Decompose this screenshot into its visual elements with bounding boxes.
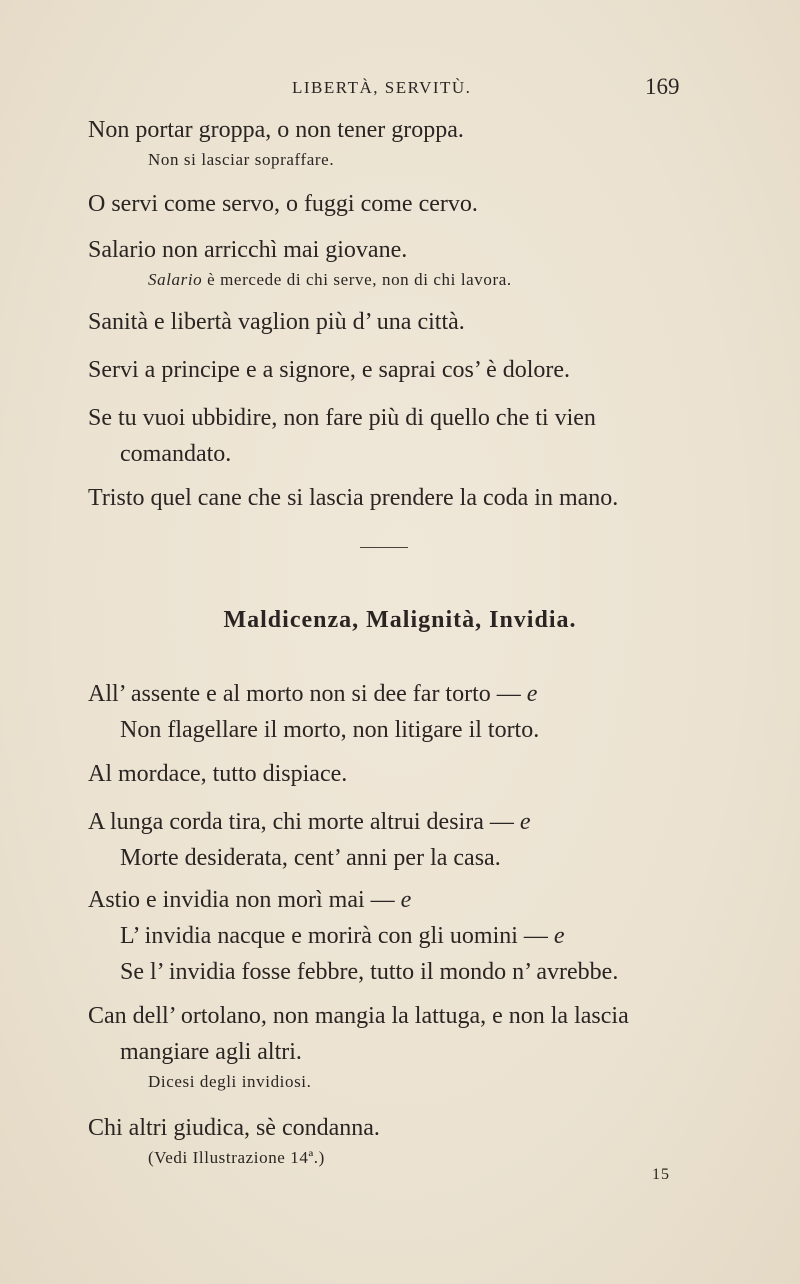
cross-reference-e: e [553, 923, 565, 949]
cross-reference-e: e [526, 681, 538, 707]
proverb-entry [88, 304, 728, 340]
signature-mark: 15 [652, 1166, 670, 1183]
proverb-line: Non portar groppa, o non tener groppa. [88, 117, 464, 143]
proverb-gloss: Dicesi degli invidiosi. [148, 1072, 312, 1091]
proverb-line: Can dell’ ortolano, non mangia la lattuga, e non la lascia [88, 1003, 629, 1029]
running-head [0, 74, 800, 102]
proverb-entry [88, 998, 728, 1094]
gloss-text: è mercede di chi serve, non di chi lavora. [202, 270, 512, 289]
proverb-entry [88, 112, 728, 172]
proverb-line-continuation: mangiare agli altri. [120, 1039, 302, 1065]
cross-reference-e: e [519, 809, 531, 835]
proverb-line-continuation: Se l’ invidia fosse febbre, tutto il mondo n’ avrebbe. [120, 959, 619, 985]
proverb-line: Salario non arricchì mai giovane. [88, 237, 408, 263]
proverb-entry [88, 400, 728, 472]
proverb-line: Al mordace, tutto dispiace. [88, 761, 348, 787]
proverb-entry [88, 882, 728, 990]
proverb-entry [88, 186, 728, 222]
section-heading: Maldicenza, Malignità, Invidia. [223, 607, 577, 633]
proverb-entry [88, 804, 728, 876]
proverb-entry [88, 676, 728, 748]
proverb-gloss [88, 268, 728, 292]
proverb-entry [88, 480, 728, 516]
proverb-line: Se tu vuoi ubbidire, non fare più di quello che ti vien [88, 405, 596, 431]
proverb-entry [88, 352, 728, 388]
proverb-entry [88, 756, 728, 792]
proverb-line: Astio e invidia non morì mai — e [88, 887, 412, 913]
gloss-italic-term: Salario [148, 270, 203, 289]
proverb-line: Servi a principe e a signore, e saprai cos’ è dolore. [88, 357, 571, 383]
proverb-line-continuation: comandato. [120, 441, 232, 467]
proverb-line: Chi altri giudica, sè condanna. [88, 1115, 380, 1141]
proverb-line-continuation: L’ invidia nacque e morirà con gli uomini — e [120, 923, 565, 949]
running-title: LIBERTÀ, SERVITÙ. [292, 78, 472, 97]
proverb-line-continuation: Morte desiderata, cent’ anni per la casa. [120, 845, 501, 871]
proverb-entry [88, 1110, 728, 1170]
proverb-line: Tristo quel cane che si lascia prendere la coda in mano. [88, 485, 619, 511]
proverb-gloss: (Vedi Illustrazione 14ª.) [148, 1148, 325, 1167]
proverb-line-continuation: Non flagellare il morto, non litigare il torto. [120, 717, 540, 743]
cross-reference-e: e [400, 887, 412, 913]
proverb-line: A lunga corda tira, chi morte altrui desira — e [88, 809, 531, 835]
section-divider [360, 547, 408, 548]
proverb-line: All’ assente e al morto non si dee far torto — e [88, 681, 538, 707]
proverb-line: Sanità e libertà vaglion più d’ una città. [88, 309, 465, 335]
proverb-line: O servi come servo, o fuggi come cervo. [88, 191, 478, 217]
proverb-gloss: Non si lasciar sopraffare. [148, 150, 335, 169]
page-number: 169 [645, 74, 680, 99]
proverb-entry [88, 232, 728, 292]
